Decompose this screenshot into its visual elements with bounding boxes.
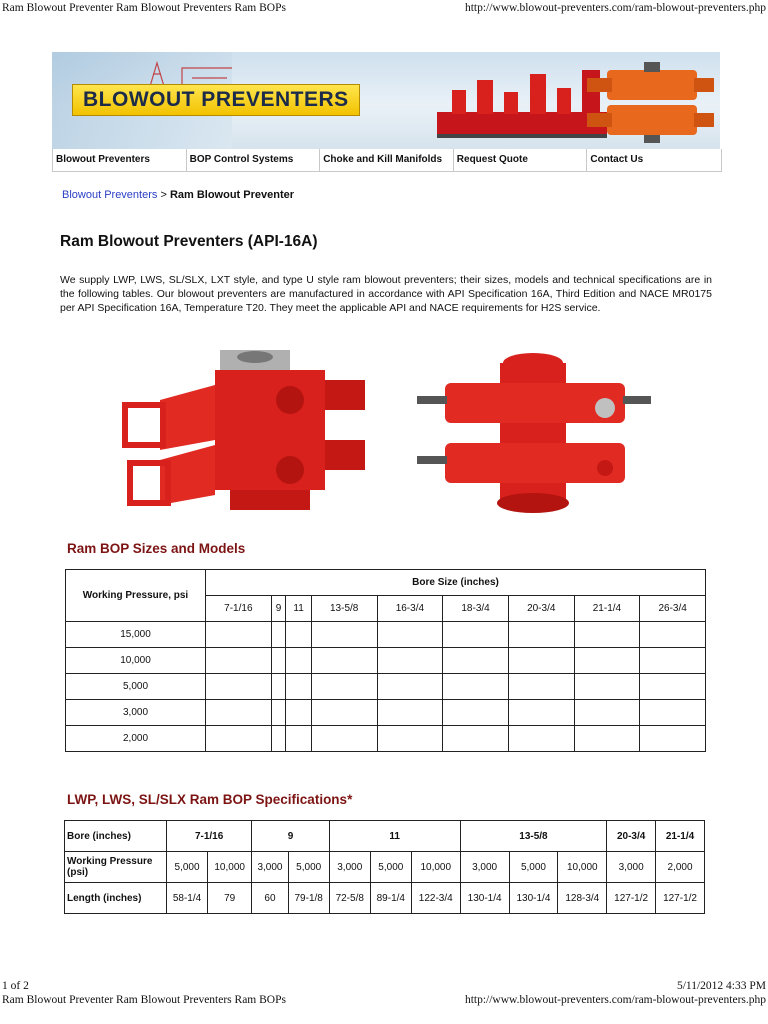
empty-cell <box>286 648 311 674</box>
spec-pressure-cell: 5,000 <box>288 852 329 883</box>
print-header-url: http://www.blowout-preventers.com/ram-blowout-preventers.php <box>464 2 766 14</box>
spec-length-cell: 79-1/8 <box>288 883 329 914</box>
bore-size-cell: 21-1/4 <box>574 596 640 622</box>
empty-cell <box>206 648 272 674</box>
empty-cell <box>286 674 311 700</box>
empty-cell <box>311 622 377 648</box>
banner-title: BLOWOUT PREVENTERS <box>72 84 360 116</box>
bore-size-cell: 13-5/8 <box>311 596 377 622</box>
empty-cell <box>311 648 377 674</box>
pressure-cell: 5,000 <box>66 674 206 700</box>
spec-table <box>64 820 705 914</box>
empty-cell <box>443 674 509 700</box>
spec-pressure-cell: 3,000 <box>252 852 288 883</box>
table-row <box>66 700 706 726</box>
ram-bop-photo-right <box>415 348 653 518</box>
nav-bop-control-systems[interactable]: BOP Control Systems <box>187 149 321 171</box>
spec-pressure-cell: 10,000 <box>208 852 252 883</box>
empty-cell <box>508 648 574 674</box>
empty-cell <box>271 726 286 752</box>
spec-pressure-cell: 3,000 <box>607 852 656 883</box>
spec-pressure-cell: 3,000 <box>329 852 370 883</box>
print-footer-url: http://www.blowout-preventers.com/ram-blowout-preventers.php <box>464 994 766 1006</box>
empty-cell <box>443 622 509 648</box>
spec-pressure-cell: 3,000 <box>460 852 509 883</box>
empty-cell <box>271 700 286 726</box>
empty-cell <box>443 700 509 726</box>
spec-length-cell: 60 <box>252 883 288 914</box>
spec-pressure-cell: 5,000 <box>167 852 208 883</box>
empty-cell <box>377 700 443 726</box>
spec-length-cell: 130-1/4 <box>460 883 509 914</box>
empty-cell <box>574 700 640 726</box>
bore-label: Bore (inches) <box>65 821 167 852</box>
spec-pressure-cell: 2,000 <box>656 852 705 883</box>
spec-pressure-cell: 5,000 <box>370 852 411 883</box>
spec-bore-cell: 21-1/4 <box>656 821 705 852</box>
breadcrumb-current: Ram Blowout Preventer <box>169 189 295 201</box>
spec-length-cell: 127-1/2 <box>607 883 656 914</box>
empty-cell <box>206 700 272 726</box>
table-row <box>66 726 706 752</box>
empty-cell <box>508 622 574 648</box>
spec-length-cell: 72-5/8 <box>329 883 370 914</box>
breadcrumb-link[interactable]: Blowout Preventers <box>62 189 158 201</box>
spec-length-cell: 122-3/4 <box>411 883 460 914</box>
nav-request-quote[interactable]: Request Quote <box>454 149 588 171</box>
sizes-table <box>65 569 706 752</box>
empty-cell <box>508 726 574 752</box>
spec-length-row <box>65 883 705 914</box>
spec-length-cell: 79 <box>208 883 252 914</box>
empty-cell <box>206 726 272 752</box>
spec-bore-cell: 11 <box>329 821 460 852</box>
empty-cell <box>443 726 509 752</box>
spec-pressure-row <box>65 852 705 883</box>
spec-length-cell: 58-1/4 <box>167 883 208 914</box>
spec-pressure-cell: 10,000 <box>558 852 607 883</box>
empty-cell <box>574 726 640 752</box>
working-pressure-header: Working Pressure, psi <box>66 570 206 622</box>
empty-cell <box>286 622 311 648</box>
site-banner <box>52 52 720 149</box>
nav-choke-kill-manifolds[interactable]: Choke and Kill Manifolds <box>320 149 454 171</box>
pressure-cell: 2,000 <box>66 726 206 752</box>
breadcrumb <box>62 189 294 201</box>
spec-bore-cell: 20-3/4 <box>607 821 656 852</box>
bore-size-cell: 11 <box>286 596 311 622</box>
bore-size-cell: 26-3/4 <box>640 596 706 622</box>
spec-length-cell: 127-1/2 <box>656 883 705 914</box>
pressure-cell: 3,000 <box>66 700 206 726</box>
table-row <box>66 622 706 648</box>
main-nav <box>52 149 722 172</box>
bore-size-cell: 9 <box>271 596 286 622</box>
empty-cell <box>311 700 377 726</box>
empty-cell <box>286 700 311 726</box>
empty-cell <box>311 726 377 752</box>
empty-cell <box>640 726 706 752</box>
spec-length-cell: 128-3/4 <box>558 883 607 914</box>
pressure-cell: 10,000 <box>66 648 206 674</box>
bore-size-cell: 16-3/4 <box>377 596 443 622</box>
empty-cell <box>377 726 443 752</box>
sizes-table-title: Ram BOP Sizes and Models <box>67 541 246 556</box>
length-label: Length (inches) <box>65 883 167 914</box>
spec-pressure-cell: 10,000 <box>411 852 460 883</box>
breadcrumb-separator: > <box>157 189 170 201</box>
empty-cell <box>206 674 272 700</box>
empty-cell <box>271 674 286 700</box>
print-footer-datetime: 5/11/2012 4:33 PM <box>676 980 766 992</box>
empty-cell <box>271 622 286 648</box>
spec-table-title: LWP, LWS, SL/SLX Ram BOP Specifications* <box>67 792 353 807</box>
empty-cell <box>206 622 272 648</box>
ram-bop-photo-left <box>120 345 375 523</box>
page-title: Ram Blowout Preventers (API-16A) <box>60 233 318 250</box>
bore-size-cell: 7-1/16 <box>206 596 272 622</box>
pressure-label: Working Pressure (psi) <box>65 852 167 883</box>
empty-cell <box>640 700 706 726</box>
bore-size-header: Bore Size (inches) <box>206 570 706 596</box>
nav-blowout-preventers[interactable]: Blowout Preventers <box>53 149 187 171</box>
print-header-title: Ram Blowout Preventer Ram Blowout Preventers Ram BOPs <box>2 2 286 14</box>
spec-bore-cell: 13-5/8 <box>460 821 607 852</box>
table-row <box>66 674 706 700</box>
spec-bore-row <box>65 821 705 852</box>
print-footer <box>0 980 768 1024</box>
spec-bore-cell: 7-1/16 <box>167 821 252 852</box>
bore-size-cell: 20-3/4 <box>508 596 574 622</box>
empty-cell <box>377 674 443 700</box>
empty-cell <box>640 674 706 700</box>
empty-cell <box>271 648 286 674</box>
empty-cell <box>640 622 706 648</box>
nav-contact-us[interactable]: Contact Us <box>590 154 644 165</box>
spec-length-cell: 130-1/4 <box>509 883 558 914</box>
empty-cell <box>286 726 311 752</box>
empty-cell <box>574 674 640 700</box>
empty-cell <box>377 622 443 648</box>
empty-cell <box>508 674 574 700</box>
sizes-table-body <box>66 622 706 752</box>
spec-bore-cell: 9 <box>252 821 329 852</box>
empty-cell <box>640 648 706 674</box>
spec-pressure-cell: 5,000 <box>509 852 558 883</box>
ram-bop-image <box>582 60 717 145</box>
pressure-cell: 15,000 <box>66 622 206 648</box>
empty-cell <box>443 648 509 674</box>
print-footer-title: Ram Blowout Preventer Ram Blowout Preventers Ram BOPs <box>2 994 286 1006</box>
bore-size-cell: 18-3/4 <box>443 596 509 622</box>
table-row <box>66 648 706 674</box>
empty-cell <box>508 700 574 726</box>
empty-cell <box>377 648 443 674</box>
empty-cell <box>574 648 640 674</box>
print-footer-page: 1 of 2 <box>2 980 29 992</box>
empty-cell <box>574 622 640 648</box>
spec-length-cell: 89-1/4 <box>370 883 411 914</box>
intro-paragraph: We supply LWP, LWS, SL/SLX, LXT style, and type U style ram blowout preventers; their sizes, models and technical specifications are in the following tables. Our blowout preventers are manufactured in accordance with API Specification 16A, Third Edition and NACE MR0175 per API Specification 16A, Temperature T20. They meet the applicable API and NACE requirements for H2S service. <box>60 274 712 315</box>
empty-cell <box>311 674 377 700</box>
